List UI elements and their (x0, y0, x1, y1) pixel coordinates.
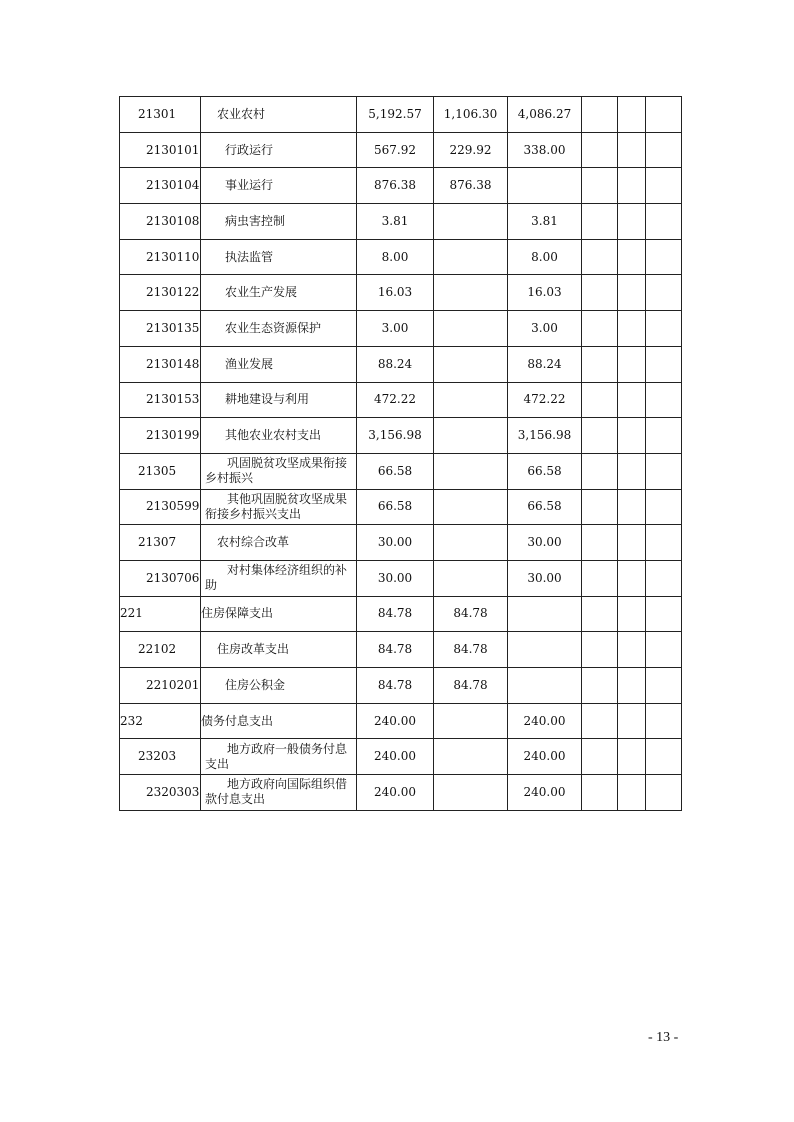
basic-expenditure: 84.78 (434, 632, 508, 668)
subject-code: 22102 (120, 632, 201, 668)
empty-cell (618, 97, 646, 133)
subject-name: 行政运行 (201, 132, 357, 168)
empty-cell (618, 525, 646, 561)
total-amount: 66.58 (357, 453, 434, 489)
empty-cell (618, 632, 646, 668)
subject-code: 23203 (120, 739, 201, 775)
project-expenditure: 16.03 (508, 275, 582, 311)
subject-code: 2130599 (120, 489, 201, 525)
total-amount: 88.24 (357, 346, 434, 382)
empty-cell (582, 132, 618, 168)
empty-cell (646, 453, 682, 489)
empty-cell (582, 525, 618, 561)
total-amount: 472.22 (357, 382, 434, 418)
subject-name: 病虫害控制 (201, 204, 357, 240)
subject-code: 221 (120, 596, 201, 632)
empty-cell (618, 596, 646, 632)
total-amount: 240.00 (357, 703, 434, 739)
project-expenditure: 4,086.27 (508, 97, 582, 133)
project-expenditure: 8.00 (508, 239, 582, 275)
table-row (120, 275, 682, 311)
subject-name: 住房保障支出 (201, 596, 357, 632)
basic-expenditure: 229.92 (434, 132, 508, 168)
subject-name: 住房公积金 (201, 668, 357, 704)
subject-name: 耕地建设与利用 (201, 382, 357, 418)
empty-cell (618, 382, 646, 418)
project-expenditure: 338.00 (508, 132, 582, 168)
basic-expenditure (434, 311, 508, 347)
budget-expenditure-table (119, 96, 682, 811)
basic-expenditure: 876.38 (434, 168, 508, 204)
basic-expenditure (434, 739, 508, 775)
empty-cell (646, 632, 682, 668)
empty-cell (646, 204, 682, 240)
empty-cell (646, 132, 682, 168)
table-row (120, 560, 682, 596)
table-row (120, 703, 682, 739)
empty-cell (618, 489, 646, 525)
empty-cell (582, 703, 618, 739)
empty-cell (618, 204, 646, 240)
basic-expenditure (434, 239, 508, 275)
project-expenditure: 66.58 (508, 489, 582, 525)
empty-cell (618, 346, 646, 382)
empty-cell (618, 453, 646, 489)
table-row (120, 739, 682, 775)
project-expenditure: 240.00 (508, 739, 582, 775)
empty-cell (618, 703, 646, 739)
empty-cell (646, 275, 682, 311)
subject-name: 地方政府向国际组织借款付息支出 (201, 775, 357, 811)
project-expenditure: 30.00 (508, 560, 582, 596)
empty-cell (582, 775, 618, 811)
project-expenditure: 66.58 (508, 453, 582, 489)
subject-code: 21307 (120, 525, 201, 561)
empty-cell (646, 418, 682, 454)
subject-name: 执法监管 (201, 239, 357, 275)
empty-cell (646, 668, 682, 704)
empty-cell (582, 168, 618, 204)
project-expenditure: 472.22 (508, 382, 582, 418)
basic-expenditure (434, 382, 508, 418)
empty-cell (582, 596, 618, 632)
subject-code: 2130110 (120, 239, 201, 275)
table-row (120, 596, 682, 632)
basic-expenditure (434, 703, 508, 739)
empty-cell (582, 418, 618, 454)
project-expenditure (508, 168, 582, 204)
subject-name: 农业农村 (201, 97, 357, 133)
subject-name: 农业生产发展 (201, 275, 357, 311)
total-amount: 8.00 (357, 239, 434, 275)
table-row (120, 132, 682, 168)
subject-code: 2130199 (120, 418, 201, 454)
table-row (120, 632, 682, 668)
project-expenditure (508, 668, 582, 704)
empty-cell (646, 775, 682, 811)
subject-code: 2130153 (120, 382, 201, 418)
empty-cell (646, 525, 682, 561)
subject-name: 渔业发展 (201, 346, 357, 382)
empty-cell (618, 132, 646, 168)
table-row (120, 775, 682, 811)
subject-code: 21301 (120, 97, 201, 133)
total-amount: 16.03 (357, 275, 434, 311)
subject-name: 其他巩固脱贫攻坚成果衔接乡村振兴支出 (201, 489, 357, 525)
subject-code: 2130101 (120, 132, 201, 168)
total-amount: 30.00 (357, 525, 434, 561)
table-row (120, 489, 682, 525)
total-amount: 3,156.98 (357, 418, 434, 454)
project-expenditure: 3,156.98 (508, 418, 582, 454)
subject-code: 2210201 (120, 668, 201, 704)
project-expenditure: 240.00 (508, 703, 582, 739)
table-row (120, 418, 682, 454)
empty-cell (618, 560, 646, 596)
subject-code: 21305 (120, 453, 201, 489)
table-row (120, 346, 682, 382)
empty-cell (582, 453, 618, 489)
empty-cell (646, 97, 682, 133)
basic-expenditure (434, 560, 508, 596)
total-amount: 876.38 (357, 168, 434, 204)
project-expenditure: 30.00 (508, 525, 582, 561)
empty-cell (618, 418, 646, 454)
empty-cell (618, 739, 646, 775)
project-expenditure (508, 632, 582, 668)
table-row (120, 525, 682, 561)
empty-cell (618, 775, 646, 811)
empty-cell (646, 596, 682, 632)
total-amount: 5,192.57 (357, 97, 434, 133)
empty-cell (618, 668, 646, 704)
basic-expenditure (434, 525, 508, 561)
subject-name: 农村综合改革 (201, 525, 357, 561)
basic-expenditure: 1,106.30 (434, 97, 508, 133)
empty-cell (582, 275, 618, 311)
subject-name: 农业生态资源保护 (201, 311, 357, 347)
basic-expenditure (434, 346, 508, 382)
total-amount: 30.00 (357, 560, 434, 596)
basic-expenditure: 84.78 (434, 668, 508, 704)
subject-name: 对村集体经济组织的补助 (201, 560, 357, 596)
empty-cell (582, 489, 618, 525)
basic-expenditure (434, 275, 508, 311)
empty-cell (618, 239, 646, 275)
subject-code: 2130135 (120, 311, 201, 347)
empty-cell (582, 560, 618, 596)
empty-cell (582, 311, 618, 347)
table-row (120, 168, 682, 204)
subject-name: 事业运行 (201, 168, 357, 204)
basic-expenditure (434, 418, 508, 454)
total-amount: 567.92 (357, 132, 434, 168)
total-amount: 3.00 (357, 311, 434, 347)
empty-cell (646, 382, 682, 418)
basic-expenditure (434, 204, 508, 240)
table-row (120, 97, 682, 133)
empty-cell (646, 346, 682, 382)
empty-cell (646, 239, 682, 275)
subject-code: 2130148 (120, 346, 201, 382)
table-row (120, 382, 682, 418)
empty-cell (618, 311, 646, 347)
basic-expenditure (434, 453, 508, 489)
empty-cell (618, 168, 646, 204)
page-number: - 13 - (648, 1030, 679, 1045)
project-expenditure (508, 596, 582, 632)
empty-cell (582, 346, 618, 382)
empty-cell (582, 204, 618, 240)
basic-expenditure (434, 489, 508, 525)
total-amount: 240.00 (357, 775, 434, 811)
project-expenditure: 88.24 (508, 346, 582, 382)
subject-code: 232 (120, 703, 201, 739)
subject-name: 债务付息支出 (201, 703, 357, 739)
total-amount: 84.78 (357, 668, 434, 704)
table-row (120, 453, 682, 489)
empty-cell (582, 382, 618, 418)
table-row (120, 239, 682, 275)
empty-cell (646, 311, 682, 347)
total-amount: 240.00 (357, 739, 434, 775)
project-expenditure: 240.00 (508, 775, 582, 811)
empty-cell (582, 739, 618, 775)
subject-name: 其他农业农村支出 (201, 418, 357, 454)
subject-name: 住房改革支出 (201, 632, 357, 668)
empty-cell (582, 239, 618, 275)
empty-cell (618, 275, 646, 311)
empty-cell (646, 560, 682, 596)
empty-cell (646, 739, 682, 775)
subject-code: 2130104 (120, 168, 201, 204)
empty-cell (646, 703, 682, 739)
subject-name: 地方政府一般债务付息支出 (201, 739, 357, 775)
subject-code: 2130706 (120, 560, 201, 596)
subject-code: 2130122 (120, 275, 201, 311)
subject-name: 巩固脱贫攻坚成果衔接乡村振兴 (201, 453, 357, 489)
table-row (120, 668, 682, 704)
empty-cell (646, 489, 682, 525)
total-amount: 66.58 (357, 489, 434, 525)
empty-cell (582, 97, 618, 133)
basic-expenditure (434, 775, 508, 811)
basic-expenditure: 84.78 (434, 596, 508, 632)
empty-cell (582, 668, 618, 704)
project-expenditure: 3.00 (508, 311, 582, 347)
total-amount: 3.81 (357, 204, 434, 240)
subject-code: 2130108 (120, 204, 201, 240)
subject-code: 2320303 (120, 775, 201, 811)
project-expenditure: 3.81 (508, 204, 582, 240)
table-row (120, 204, 682, 240)
total-amount: 84.78 (357, 596, 434, 632)
table-row (120, 311, 682, 347)
empty-cell (582, 632, 618, 668)
empty-cell (646, 168, 682, 204)
total-amount: 84.78 (357, 632, 434, 668)
